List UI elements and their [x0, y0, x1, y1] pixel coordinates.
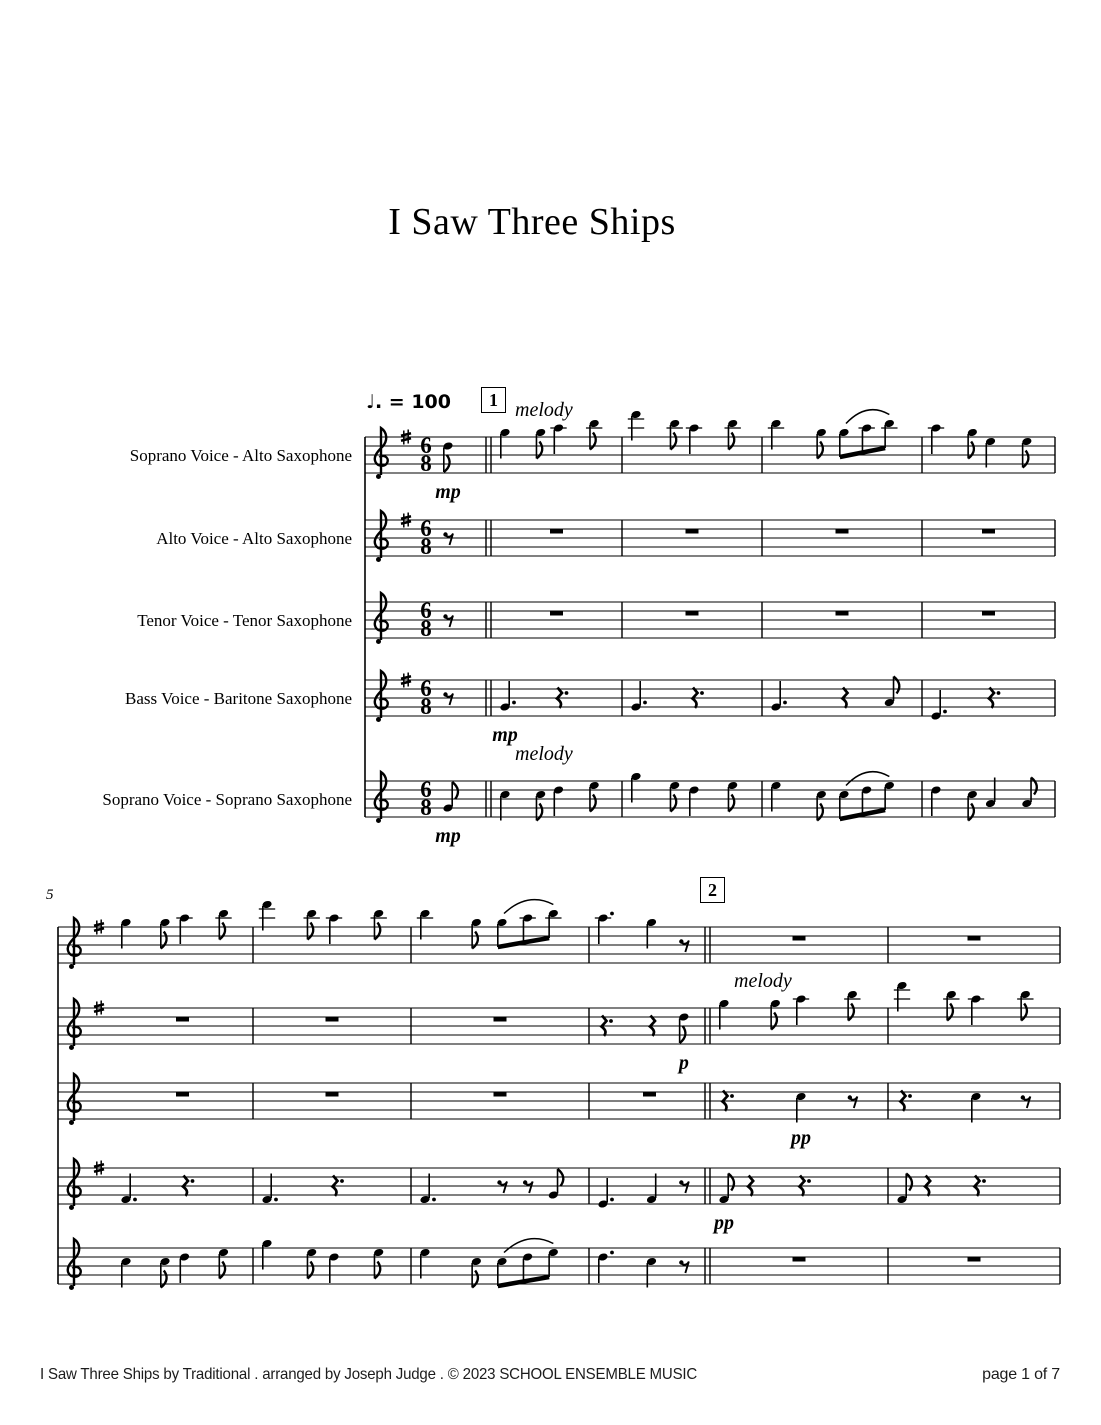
measure — [630, 772, 738, 816]
measure — [770, 677, 899, 712]
treble-clef-icon — [68, 1159, 81, 1206]
treble-clef-icon — [68, 918, 81, 965]
svg-text:8: 8 — [420, 616, 432, 641]
melody-label: melody — [515, 743, 573, 765]
dynamic-marking: mp — [435, 481, 461, 503]
measure — [417, 900, 562, 949]
measure — [120, 909, 231, 949]
system-1 — [365, 410, 1055, 823]
treble-clef-icon — [375, 428, 388, 475]
staff — [58, 900, 1060, 969]
measure — [419, 1239, 558, 1288]
page-title: I Saw Three Ships — [388, 201, 676, 243]
measure — [686, 529, 699, 534]
treble-clef-icon — [375, 593, 388, 640]
treble-clef-icon — [68, 1074, 81, 1121]
measure — [894, 981, 1034, 1025]
instrument-label-soprano-soprano-sax: Soprano Voice - Soprano Saxophone — [102, 790, 352, 809]
measure — [261, 1174, 343, 1205]
measure — [836, 529, 849, 534]
slur — [504, 1239, 553, 1253]
measure — [261, 1239, 384, 1283]
system-2 — [58, 900, 1060, 1290]
measure — [928, 423, 1033, 467]
dynamic-marking: mp — [492, 724, 518, 746]
measure — [120, 1248, 229, 1288]
measure — [718, 1174, 810, 1205]
svg-text:6: 6 — [420, 777, 432, 802]
measure — [419, 1169, 563, 1204]
svg-text:6: 6 — [420, 676, 432, 701]
measure — [443, 614, 453, 627]
time-signature — [420, 433, 432, 476]
measure — [968, 1257, 981, 1262]
time-signature — [420, 777, 432, 820]
measure — [643, 1092, 656, 1097]
svg-text:8: 8 — [420, 795, 432, 820]
svg-text:8: 8 — [420, 451, 432, 476]
measure — [443, 692, 453, 705]
measure — [982, 611, 995, 616]
melody-label: melody — [515, 399, 573, 421]
measure — [259, 900, 387, 944]
measure — [494, 1092, 507, 1097]
svg-text:8: 8 — [420, 534, 432, 559]
staff — [58, 1074, 1060, 1125]
measure — [723, 1091, 858, 1123]
footer-credit: I Saw Three Ships by Traditional . arranged by Joseph Judge . © 2023 SCHOOL ENSEMBLE MUSIC — [40, 1366, 698, 1383]
measure — [896, 1174, 985, 1205]
measure — [597, 1174, 688, 1209]
measure — [968, 936, 981, 941]
measure — [550, 529, 563, 534]
time-signature — [420, 598, 432, 641]
measure — [120, 1174, 194, 1205]
time-signature — [420, 676, 432, 719]
svg-text:6: 6 — [420, 598, 432, 623]
measure — [793, 936, 806, 941]
measure — [499, 419, 602, 459]
dynamic-marking: pp — [714, 1212, 734, 1234]
time-signature — [420, 516, 432, 559]
measure — [793, 1257, 806, 1262]
measure — [597, 1251, 688, 1288]
staff — [58, 1239, 1060, 1290]
measure — [770, 772, 894, 821]
tempo-marking: ♩. = 100 — [366, 391, 451, 413]
dynamic-marking: mp — [435, 825, 461, 847]
measure — [768, 410, 898, 459]
footer-page-number: page 1 of 7 — [982, 1366, 1060, 1383]
staff — [365, 671, 1055, 722]
measure — [595, 912, 689, 952]
measure — [982, 529, 995, 534]
treble-clef-icon — [375, 772, 388, 819]
measure — [326, 1017, 339, 1022]
measure — [901, 1091, 1031, 1123]
treble-clef-icon — [68, 999, 81, 1046]
slur — [846, 410, 889, 424]
instrument-label-soprano-alto-sax: Soprano Voice - Alto Saxophone — [129, 446, 352, 465]
staff — [365, 772, 1055, 823]
slur — [846, 772, 889, 786]
rehearsal-mark: 1 — [481, 387, 506, 413]
melody-label: melody — [734, 970, 792, 992]
dynamic-marking: p — [678, 1052, 689, 1074]
treble-clef-icon — [375, 671, 388, 718]
measure — [550, 611, 563, 616]
measure-number: 5 — [46, 887, 54, 903]
measure — [686, 611, 699, 616]
slur — [504, 900, 553, 914]
rehearsal-mark: 2 — [700, 877, 725, 903]
staff — [58, 981, 1060, 1050]
instrument-label-bass-baritone-sax: Bass Voice - Baritone Saxophone — [125, 689, 352, 708]
measure — [176, 1092, 189, 1097]
measure — [718, 990, 860, 1030]
staff — [58, 1159, 1060, 1210]
treble-clef-icon — [68, 1239, 81, 1286]
svg-text:8: 8 — [420, 694, 432, 719]
dynamic-marking: pp — [791, 1127, 811, 1149]
measure — [836, 611, 849, 616]
measure — [443, 532, 453, 545]
svg-text:6: 6 — [420, 433, 432, 458]
staff — [365, 410, 1055, 479]
measure — [494, 1017, 507, 1022]
measure — [176, 1017, 189, 1022]
treble-clef-icon — [375, 511, 388, 558]
measure — [628, 410, 741, 454]
measure — [442, 441, 453, 472]
instrument-label-alto-alto-sax: Alto Voice - Alto Saxophone — [156, 529, 352, 548]
measure — [326, 1092, 339, 1097]
staff — [365, 511, 1055, 562]
svg-text:6: 6 — [420, 516, 432, 541]
instrument-label-tenor-tenor-sax: Tenor Voice - Tenor Saxophone — [137, 611, 352, 630]
measure — [499, 781, 599, 821]
staff — [365, 593, 1055, 644]
